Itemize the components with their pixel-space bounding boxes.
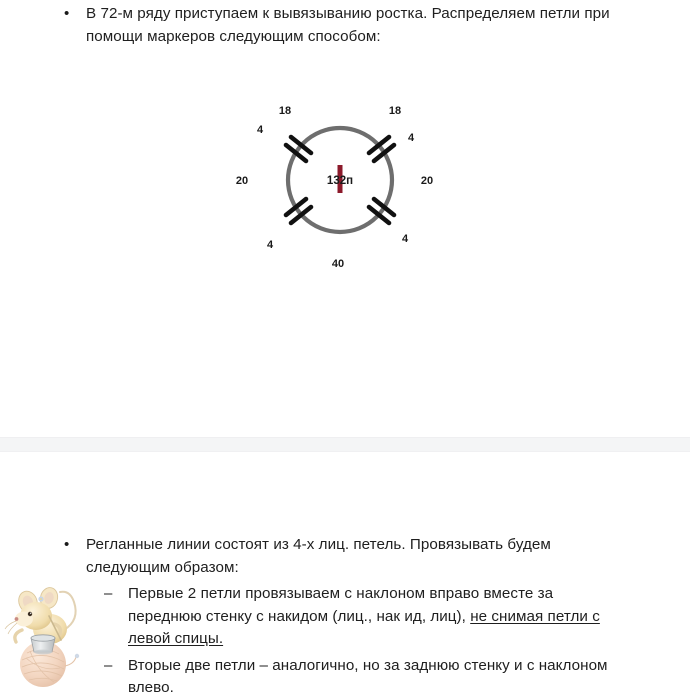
diagram-label-right: 20: [420, 175, 434, 187]
diagram-label-left: 20: [235, 175, 249, 187]
bullet-list-item: [64, 534, 620, 579]
mouse-whiskers-icon: [5, 621, 17, 634]
top-paragraph-text: В 72-м ряду приступаем к вывязыванию ростка. Распределяем петли при помощи маркеров следующим способом:: [86, 5, 610, 45]
mouse-eye-icon: [28, 612, 32, 616]
bottom-instruction-block: [64, 534, 620, 700]
section-divider: [0, 437, 690, 452]
diagram-label-bottom: 40: [331, 258, 345, 270]
stitch-distribution-diagram: [225, 95, 460, 280]
list-item: [104, 655, 620, 700]
sub-item-1-underlined: не снимая петли с левой спицы.: [128, 607, 600, 647]
diagram-label-lower-right-marker: 4: [401, 233, 409, 245]
thimble-icon: [31, 635, 55, 655]
mouse-arm-left-icon: [15, 630, 22, 642]
diagram-label-upper-left-marker: 4: [256, 124, 264, 136]
diagram-label-upper-right-marker: 4: [407, 132, 415, 144]
mouse-nose-icon: [15, 617, 19, 621]
mouse-on-yarn-ball-illustration: [2, 572, 86, 690]
flower-decoration-icon: [38, 596, 43, 601]
dash-bullet-icon: –: [104, 656, 113, 674]
sub-item-text-2: [128, 655, 620, 700]
sub-item-2-lead: Вторые две петли – аналогично, но за заднюю стенку и с наклоном влево.: [128, 656, 608, 696]
diagram-label-lower-left-marker: 4: [266, 239, 274, 251]
list-item: [104, 583, 620, 651]
sub-item-1-lead: Первые 2 петли провязываем с наклоном вправо вместе за переднюю стенку с накидом (лиц., нак ид, лиц),: [128, 585, 554, 625]
bullet-list-item: [64, 3, 624, 48]
diagram-label-top-right: 18: [388, 105, 402, 117]
bottom-sub-list: [104, 583, 620, 700]
top-instruction-block: [64, 3, 624, 48]
sub-item-text-1: [128, 583, 620, 651]
diagram-label-center: 132п: [326, 175, 354, 187]
bottom-paragraph-text: Регланные линии состоят из 4-х лиц. петель. Провязывать будем следующим образом:: [86, 536, 551, 576]
bullet-point-icon: •: [64, 536, 70, 553]
bullet-point-icon: •: [64, 5, 70, 22]
diagram-label-top-left: 18: [278, 105, 292, 117]
dash-bullet-icon: –: [104, 585, 113, 602]
